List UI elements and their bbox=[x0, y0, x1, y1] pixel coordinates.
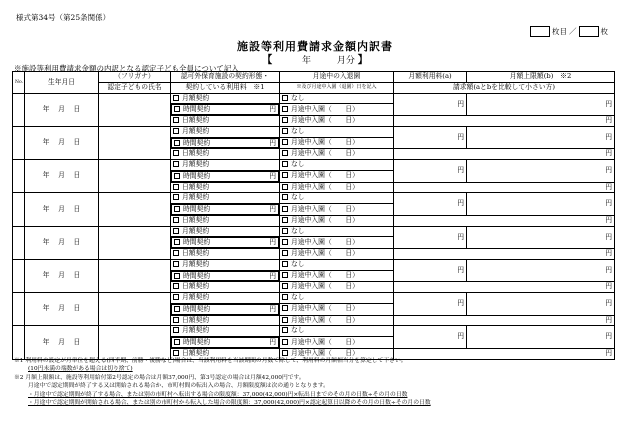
child-row bbox=[13, 226, 615, 237]
checkbox-icon bbox=[282, 172, 288, 178]
child-name-cell[interactable] bbox=[99, 93, 171, 126]
checkbox-icon bbox=[173, 350, 179, 356]
header-kana: （フリガナ） bbox=[99, 72, 171, 83]
mid-option-none[interactable]: なし bbox=[280, 293, 394, 304]
checkbox-icon bbox=[282, 139, 288, 145]
period-open-bracket: 【 bbox=[262, 55, 273, 66]
checkbox-icon bbox=[282, 217, 288, 223]
child-row bbox=[13, 126, 615, 137]
contract-option-hourly[interactable]: 時間契約 円 bbox=[171, 337, 279, 348]
contract-option-monthly[interactable]: 月額契約 bbox=[171, 160, 280, 171]
child-row bbox=[13, 259, 615, 270]
mid-option-enter[interactable]: 月途中入園（ 日） bbox=[280, 270, 394, 282]
checkbox-icon bbox=[174, 206, 180, 212]
contract-option-daily[interactable]: 日額契約 bbox=[171, 315, 280, 326]
monthly-fee-cell[interactable]: 円 bbox=[394, 259, 467, 282]
row-number-cell bbox=[13, 326, 25, 359]
checkbox-icon bbox=[173, 128, 179, 134]
checkbox-icon bbox=[282, 194, 288, 200]
contract-option-hourly[interactable]: 時間契約 円 bbox=[171, 271, 279, 282]
total-sheets-field[interactable] bbox=[579, 26, 599, 37]
checkbox-icon bbox=[282, 305, 288, 311]
footer-note-2c: ・月途中で認定期間が終了する場合、または別の市町村へ転出する場合の限度額：37,000(42,000)円×転出日までのその月の日数÷その月の日数 bbox=[28, 391, 408, 398]
child-name-cell[interactable] bbox=[99, 160, 171, 193]
header-midmonth-1: 月途中の入退園 bbox=[280, 72, 394, 83]
child-row bbox=[13, 326, 615, 337]
checkbox-icon bbox=[173, 283, 179, 289]
mid-option-none[interactable]: なし bbox=[280, 326, 394, 337]
checkbox-icon bbox=[173, 95, 179, 101]
contract-option-daily[interactable]: 日額契約 bbox=[171, 249, 280, 260]
claim-amount-cell[interactable]: 円 bbox=[394, 182, 615, 193]
child-name-cell[interactable] bbox=[99, 293, 171, 326]
checkbox-icon bbox=[282, 327, 288, 333]
checkbox-icon bbox=[282, 228, 288, 234]
checkbox-icon bbox=[282, 294, 288, 300]
mid-option-leave[interactable]: 月途中入園（ 日） bbox=[280, 348, 394, 359]
mid-option-leave[interactable]: 月途中入園（ 日） bbox=[280, 315, 394, 326]
footer-note-1: ※1 利用料の設定が月単位を超える(四半期、前勝・後勝など)場合は、当該利用料を当該期間の月数で除して、利用料の月額相当分を算定して下さい。 bbox=[14, 358, 407, 364]
checkbox-icon bbox=[282, 261, 288, 267]
contract-option-hourly[interactable]: 時間契約 円 bbox=[171, 171, 279, 182]
page-separator: ／ bbox=[569, 27, 577, 36]
child-row bbox=[13, 293, 615, 304]
birth-date-cell[interactable]: 年 月 日 bbox=[25, 126, 99, 159]
contract-option-monthly[interactable]: 月額契約 bbox=[171, 326, 280, 337]
contract-option-hourly[interactable]: 時間契約 円 bbox=[171, 237, 279, 248]
child-name-cell[interactable] bbox=[99, 259, 171, 292]
header-child-name: 認定子どもの氏名 bbox=[99, 82, 171, 93]
sheets-label: 枚目 bbox=[552, 27, 567, 36]
monthly-fee-cell[interactable]: 円 bbox=[394, 293, 467, 316]
checkbox-icon bbox=[174, 106, 180, 112]
checkbox-icon bbox=[282, 128, 288, 134]
period-year-label: 年 bbox=[302, 56, 312, 66]
limit-cell[interactable]: 円 bbox=[467, 293, 615, 316]
checkbox-icon bbox=[173, 184, 179, 190]
checkbox-icon bbox=[282, 106, 288, 112]
limit-cell[interactable]: 円 bbox=[467, 226, 615, 249]
mid-option-enter[interactable]: 月途中入園（ 日） bbox=[280, 237, 394, 249]
top-note: ※施設等利用費請求金額の内訳となる認定子ども全員について記入 bbox=[14, 64, 239, 73]
birth-date-cell[interactable]: 年 月 日 bbox=[25, 93, 99, 126]
checkbox-icon bbox=[282, 250, 288, 256]
checkbox-icon bbox=[173, 117, 179, 123]
monthly-fee-cell[interactable]: 円 bbox=[394, 93, 467, 116]
claim-amount-cell[interactable]: 円 bbox=[394, 149, 615, 160]
checkbox-icon bbox=[173, 228, 179, 234]
monthly-fee-cell[interactable]: 円 bbox=[394, 193, 467, 216]
mid-option-leave[interactable]: 月途中入園（ 日） bbox=[280, 282, 394, 293]
mid-option-leave[interactable]: 月途中入園（ 日） bbox=[280, 116, 394, 127]
row-number-cell bbox=[13, 193, 25, 226]
birth-date-cell[interactable]: 年 月 日 bbox=[25, 226, 99, 259]
checkbox-icon bbox=[282, 272, 288, 278]
contract-option-hourly[interactable]: 時間契約 円 bbox=[171, 104, 279, 115]
contract-option-daily[interactable]: 日額契約 bbox=[171, 149, 280, 160]
row-number-cell bbox=[13, 293, 25, 326]
checkbox-icon bbox=[173, 317, 179, 323]
checkbox-icon bbox=[282, 339, 288, 345]
checkbox-icon bbox=[282, 184, 288, 190]
monthly-fee-cell[interactable]: 円 bbox=[394, 126, 467, 149]
footer-notes bbox=[14, 357, 431, 407]
contract-option-hourly[interactable]: 時間契約 円 bbox=[171, 204, 279, 215]
checkbox-icon bbox=[173, 261, 179, 267]
child-name-cell[interactable] bbox=[99, 126, 171, 159]
contract-option-monthly[interactable]: 月額契約 bbox=[171, 293, 280, 304]
header-midmonth-2: ※及び月途中入園（退園）日を記入 bbox=[280, 82, 394, 93]
limit-cell[interactable]: 円 bbox=[467, 126, 615, 149]
claim-amount-cell[interactable]: 円 bbox=[394, 315, 615, 326]
header-limit: 月額上限額(b) ※2 bbox=[467, 72, 615, 83]
footer-note-2: ※2 月額上限額は、施設等利用給付第2号認定の場合は月額37,000円、第3号認定の場合は月額42,000円です。 bbox=[14, 374, 305, 381]
checkbox-icon bbox=[174, 173, 180, 179]
checkbox-icon bbox=[282, 350, 288, 356]
contract-option-daily[interactable]: 日額契約 bbox=[171, 215, 280, 226]
document-title: 施設等利用費請求金額内訳書 bbox=[237, 40, 393, 53]
period-month-label: 月分 bbox=[336, 56, 355, 66]
row-number-cell bbox=[13, 126, 25, 159]
mid-option-none[interactable]: なし bbox=[280, 193, 394, 204]
birth-date-cell[interactable]: 年 月 日 bbox=[25, 293, 99, 326]
checkbox-icon bbox=[174, 273, 180, 279]
child-row bbox=[13, 160, 615, 171]
checkbox-icon bbox=[174, 339, 180, 345]
mid-option-none[interactable]: なし bbox=[280, 226, 394, 237]
monthly-fee-cell[interactable]: 円 bbox=[394, 226, 467, 249]
mid-option-enter[interactable]: 月途中入園（ 日） bbox=[280, 137, 394, 149]
mid-option-none[interactable]: なし bbox=[280, 126, 394, 137]
mid-option-enter[interactable]: 月途中入園（ 日） bbox=[280, 104, 394, 116]
checkbox-icon bbox=[174, 306, 180, 312]
birth-date-cell[interactable]: 年 月 日 bbox=[25, 259, 99, 292]
header-monthly-fee: 月額利用料(a) bbox=[394, 72, 467, 83]
checkbox-icon bbox=[282, 150, 288, 156]
footer-note-2b: 月途中で認定期間が終了する又は開始される場合か、市町村間の転出入の場合、月額限度額は次の通りとなります。 bbox=[28, 383, 329, 390]
header-birth-date: 生年月日 bbox=[25, 72, 99, 94]
header-contract-2: 契約している利用料 ※1 bbox=[171, 82, 280, 93]
contract-option-daily[interactable]: 日額契約 bbox=[171, 182, 280, 193]
checkbox-icon bbox=[173, 250, 179, 256]
limit-cell[interactable]: 円 bbox=[467, 160, 615, 183]
limit-cell[interactable]: 円 bbox=[467, 193, 615, 216]
checkbox-icon bbox=[173, 217, 179, 223]
monthly-fee-cell[interactable]: 円 bbox=[394, 326, 467, 349]
checkbox-icon bbox=[174, 239, 180, 245]
checkbox-icon bbox=[282, 95, 288, 101]
child-name-cell[interactable] bbox=[99, 193, 171, 226]
limit-cell[interactable]: 円 bbox=[467, 326, 615, 349]
limit-cell[interactable]: 円 bbox=[467, 93, 615, 116]
header-claim: 請求額(aとbを比較して小さい方) bbox=[394, 82, 615, 93]
mid-option-none[interactable]: なし bbox=[280, 160, 394, 171]
mid-option-leave[interactable]: 月途中入園（ 日） bbox=[280, 149, 394, 160]
contract-option-monthly[interactable]: 月額契約 bbox=[171, 193, 280, 204]
form-number: 様式第34号（第25条関係） bbox=[16, 13, 111, 22]
contract-option-hourly[interactable]: 時間契約 円 bbox=[171, 304, 279, 315]
checkbox-icon bbox=[282, 239, 288, 245]
checkbox-icon bbox=[173, 294, 179, 300]
claim-amount-cell[interactable]: 円 bbox=[394, 249, 615, 260]
claim-amount-cell[interactable]: 円 bbox=[394, 116, 615, 127]
birth-date-cell[interactable]: 年 月 日 bbox=[25, 160, 99, 193]
contract-option-monthly[interactable]: 月額契約 bbox=[171, 259, 280, 270]
contract-option-monthly[interactable]: 月額契約 bbox=[171, 93, 280, 104]
contract-option-monthly[interactable]: 月額契約 bbox=[171, 126, 280, 137]
mid-option-enter[interactable]: 月途中入園（ 日） bbox=[280, 303, 394, 315]
claim-amount-cell[interactable]: 円 bbox=[394, 282, 615, 293]
checkbox-icon bbox=[282, 206, 288, 212]
footer-note-1b: (10円未満の端数がある場合は切り捨て) bbox=[28, 366, 133, 373]
header-contract-1: 認可外保育施設の契約形態・ bbox=[171, 72, 280, 83]
total-label: 枚 bbox=[600, 27, 608, 36]
contract-option-daily[interactable]: 日額契約 bbox=[171, 116, 280, 127]
mid-option-enter[interactable]: 月途中入園（ 日） bbox=[280, 204, 394, 216]
checkbox-icon bbox=[173, 161, 179, 167]
period-close-bracket: 】 bbox=[357, 55, 368, 66]
monthly-fee-cell[interactable]: 円 bbox=[394, 160, 467, 183]
contract-option-daily[interactable]: 日額契約 bbox=[171, 348, 280, 359]
mid-option-enter[interactable]: 月途中入園（ 日） bbox=[280, 170, 394, 182]
child-row bbox=[13, 93, 615, 104]
checkbox-icon bbox=[174, 140, 180, 146]
checkbox-icon bbox=[282, 161, 288, 167]
mid-option-none[interactable]: なし bbox=[280, 259, 394, 270]
birth-date-cell[interactable]: 年 月 日 bbox=[25, 193, 99, 226]
claim-amount-cell[interactable]: 円 bbox=[394, 215, 615, 226]
checkbox-icon bbox=[282, 117, 288, 123]
row-number-cell bbox=[13, 226, 25, 259]
row-number-cell bbox=[13, 93, 25, 126]
mid-option-leave[interactable]: 月途中入園（ 日） bbox=[280, 215, 394, 226]
child-name-cell[interactable] bbox=[99, 226, 171, 259]
footer-note-2d: ・月途中で認定期間が開始される場合、または別の市町村から転入した場合の限度額：37,000(42,000)円×認定起算日以降のその月の日数÷その月の日数 bbox=[28, 400, 431, 407]
checkbox-icon bbox=[173, 150, 179, 156]
mid-option-enter[interactable]: 月途中入園（ 日） bbox=[280, 337, 394, 349]
contract-option-daily[interactable]: 日額契約 bbox=[171, 282, 280, 293]
child-row bbox=[13, 193, 615, 204]
row-number-cell bbox=[13, 259, 25, 292]
claim-breakdown-table bbox=[12, 71, 615, 360]
birth-date-cell[interactable]: 年 月 日 bbox=[25, 326, 99, 359]
mid-option-none[interactable]: なし bbox=[280, 93, 394, 104]
sheet-number-field[interactable] bbox=[530, 26, 550, 37]
page-count bbox=[530, 26, 608, 37]
checkbox-icon bbox=[173, 327, 179, 333]
contract-option-monthly[interactable]: 月額契約 bbox=[171, 226, 280, 237]
checkbox-icon bbox=[173, 194, 179, 200]
mid-option-leave[interactable]: 月途中入園（ 日） bbox=[280, 182, 394, 193]
checkbox-icon bbox=[282, 317, 288, 323]
claim-amount-cell[interactable]: 円 bbox=[394, 348, 615, 359]
header-no: No. bbox=[13, 72, 25, 94]
mid-option-leave[interactable]: 月途中入園（ 日） bbox=[280, 249, 394, 260]
checkbox-icon bbox=[282, 283, 288, 289]
child-name-cell[interactable] bbox=[99, 326, 171, 359]
row-number-cell bbox=[13, 160, 25, 193]
limit-cell[interactable]: 円 bbox=[467, 259, 615, 282]
contract-option-hourly[interactable]: 時間契約 円 bbox=[171, 138, 279, 149]
